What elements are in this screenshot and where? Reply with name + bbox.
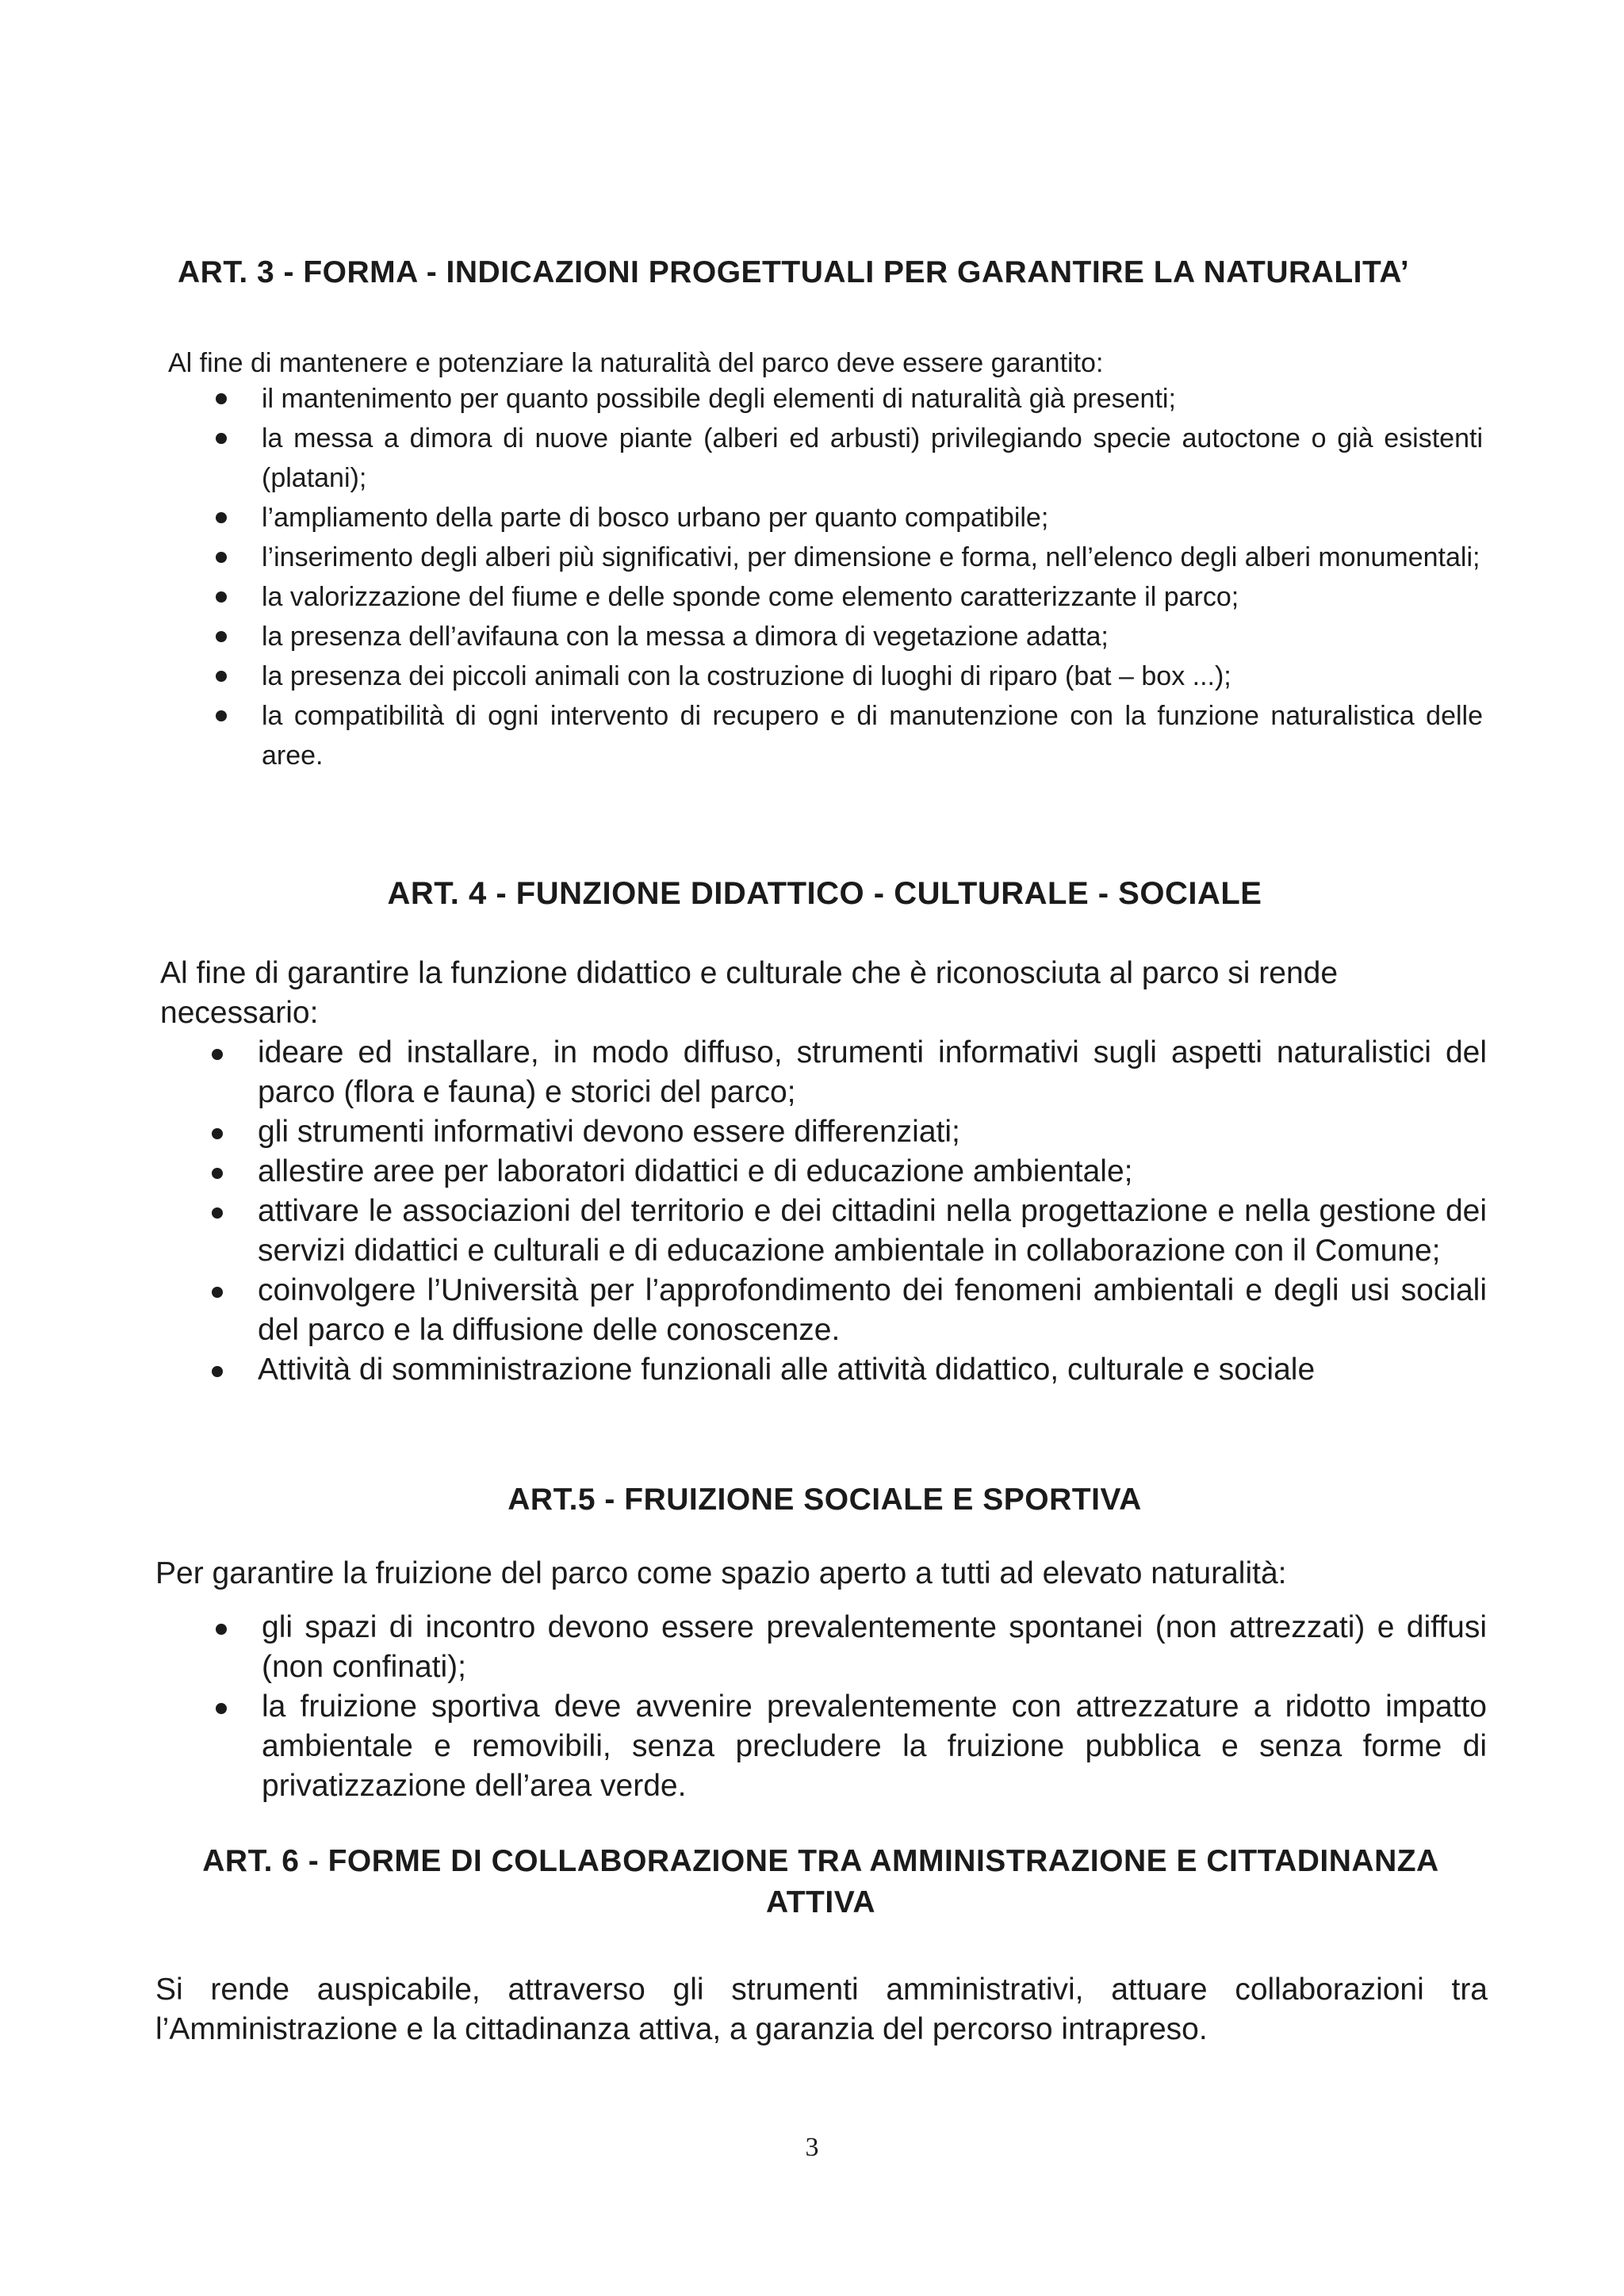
- art6-body: Si rende auspicabile, attraverso gli strumenti amministrativi, attuare collaborazioni tra l’Amministrazione e la cittadinanza attiva, a garanzia del percorso intrapreso.: [155, 1973, 1488, 2046]
- bullet-icon: [216, 591, 227, 603]
- bullet-icon: [212, 1366, 223, 1377]
- art3-heading: ART. 3 - FORMA - INDICAZIONI PROGETTUALI PER GARANTIRE LA NATURALITA’: [178, 255, 1410, 289]
- list-item: la presenza dell’avifauna con la messa a dimora di vegetazione adatta;: [262, 617, 1483, 656]
- art3-list: [262, 379, 1483, 775]
- bullet-icon: [212, 1287, 223, 1298]
- bullet-icon: [216, 552, 227, 563]
- art4-list: [258, 1033, 1487, 1390]
- bullet-icon: [216, 512, 227, 523]
- list-item: Attività di somministrazione funzionali alle attività didattico, culturale e sociale: [258, 1350, 1487, 1390]
- list-item: gli spazi di incontro devono essere prevalentemente spontanei (non attrezzati) e diffusi (non confinati);: [262, 1608, 1487, 1687]
- art6-heading-line1: ART. 6 - FORME DI COLLABORAZIONE TRA AMMINISTRAZIONE E CITTADINANZA: [202, 1844, 1439, 1878]
- art4-intro: Al fine di garantire la funzione didattico e culturale che è riconosciuta al parco si rende necessario:: [160, 956, 1339, 1030]
- list-item: coinvolgere l’Università per l’approfondimento dei fenomeni ambientali e degli usi sociali del parco e la diffusione delle conoscenze.: [258, 1271, 1487, 1350]
- list-item: ideare ed installare, in modo diffuso, strumenti informativi sugli aspetti naturalistici del parco (flora e fauna) e storici del parco;: [258, 1033, 1487, 1112]
- list-item: il mantenimento per quanto possibile degli elementi di naturalità già presenti;: [262, 379, 1483, 419]
- bullet-icon: [216, 631, 227, 642]
- bullet-icon: [216, 1624, 227, 1635]
- list-item: la valorizzazione del fiume e delle sponde come elemento caratterizzante il parco;: [262, 577, 1483, 617]
- list-item: attivare le associazioni del territorio e dei cittadini nella progettazione e nella gestione dei servizi didattici e culturali e di educazione ambientale in collaborazione con il Comune;: [258, 1192, 1487, 1271]
- bullet-icon: [212, 1207, 223, 1219]
- list-item: la fruizione sportiva deve avvenire prevalentemente con attrezzature a ridotto impatto ambientale e removibili, senza precludere la fruizione pubblica e senza forme di privatizzazione dell’area verde.: [262, 1687, 1487, 1806]
- list-item: l’inserimento degli alberi più significativi, per dimensione e forma, nell’elenco degli alberi monumentali;: [262, 538, 1483, 577]
- art5-list: [262, 1608, 1487, 1806]
- bullet-icon: [216, 710, 227, 721]
- art5-intro: Per garantire la fruizione del parco come spazio aperto a tutti ad elevato naturalità:: [155, 1556, 1287, 1590]
- list-item: gli strumenti informativi devono essere differenziati;: [258, 1112, 1487, 1152]
- page-number: 3: [805, 2133, 819, 2162]
- art6-heading: [135, 1841, 1507, 1923]
- bullet-icon: [212, 1049, 223, 1060]
- bullet-icon: [212, 1128, 223, 1139]
- bullet-icon: [216, 1703, 227, 1714]
- list-item: la messa a dimora di nuove piante (alberi ed arbusti) privilegiando specie autoctone o già esistenti (platani);: [262, 419, 1483, 498]
- list-item: la compatibilità di ogni intervento di recupero e di manutenzione con la funzione naturalistica delle aree.: [262, 696, 1483, 775]
- art4-heading: ART. 4 - FUNZIONE DIDATTICO - CULTURALE - SOCIALE: [387, 876, 1262, 911]
- bullet-icon: [216, 433, 227, 444]
- art5-heading: ART.5 - FRUIZIONE SOCIALE E SPORTIVA: [508, 1483, 1142, 1517]
- bullet-icon: [212, 1168, 223, 1179]
- art3-intro: Al fine di mantenere e potenziare la naturalità del parco deve essere garantito:: [168, 348, 1104, 378]
- list-item: l’ampliamento della parte di bosco urbano per quanto compatibile;: [262, 498, 1483, 538]
- bullet-icon: [216, 393, 227, 404]
- list-item: la presenza dei piccoli animali con la costruzione di luoghi di riparo (bat – box ...);: [262, 656, 1483, 696]
- list-item: allestire aree per laboratori didattici e di educazione ambientale;: [258, 1152, 1487, 1192]
- art6-heading-line2: ATTIVA: [765, 1885, 876, 1919]
- bullet-icon: [216, 671, 227, 682]
